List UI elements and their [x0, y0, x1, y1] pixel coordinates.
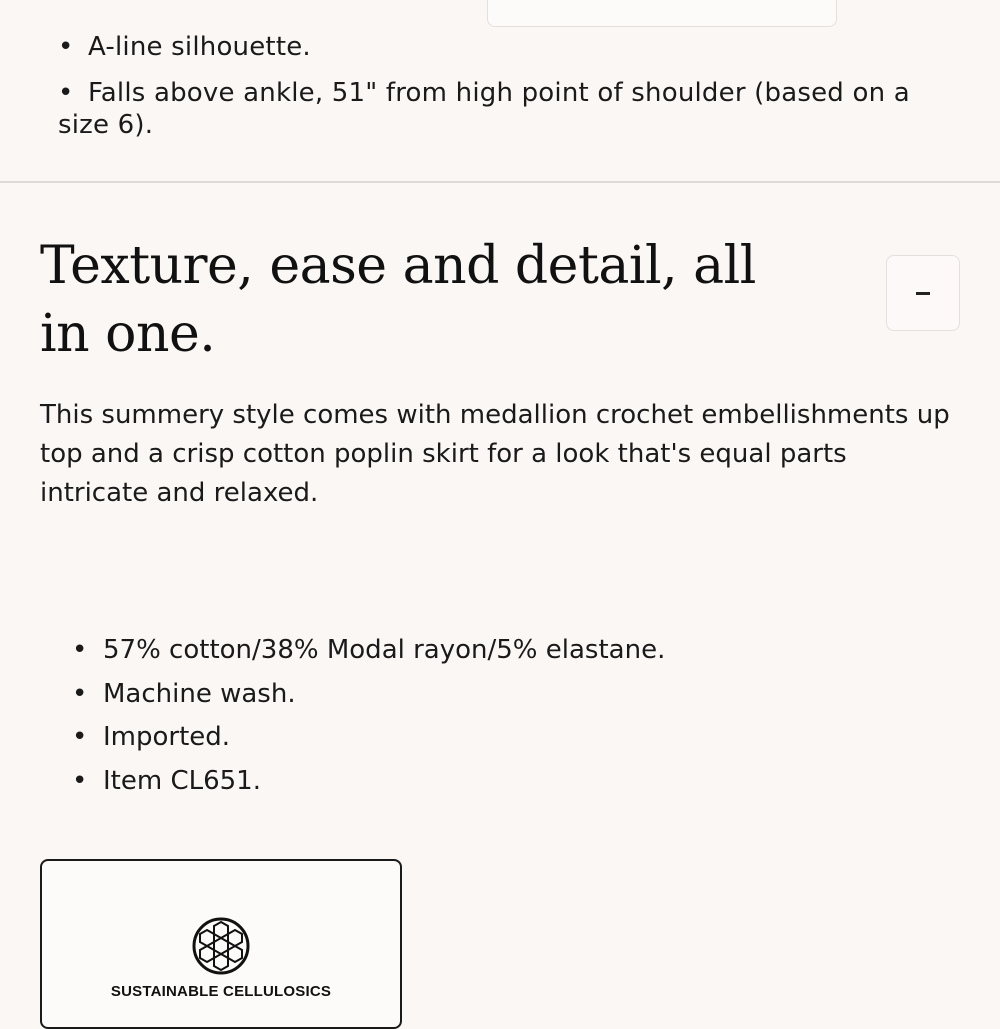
section-divider	[0, 181, 1000, 183]
collapse-section-button[interactable]	[886, 255, 960, 331]
previous-card-edge	[487, 0, 837, 27]
cellulose-molecule-icon	[191, 916, 251, 976]
list-item: • Imported.	[72, 716, 932, 760]
section-title: Texture, ease and detail, all in one.	[40, 236, 756, 364]
list-item: • Machine wash.	[72, 673, 932, 717]
product-specs-list	[72, 629, 932, 803]
product-description: This summery style comes with medallion crochet embellishments up top and a crisp cotton poplin skirt for a look that's equal parts intricate and relaxed.	[40, 400, 950, 508]
list-item: • Falls above ankle, 51" from high point of shoulder (based on a size 6).	[58, 77, 968, 141]
minus-icon	[916, 292, 930, 295]
list-item: • 57% cotton/38% Modal rayon/5% elastane.	[72, 629, 932, 673]
sustainability-badge[interactable]	[40, 859, 402, 1029]
fit-details-list	[58, 31, 968, 155]
list-item: • A-line silhouette.	[58, 31, 968, 63]
badge-label: SUSTAINABLE CELLULOSICS	[110, 983, 332, 1000]
list-item: • Item CL651.	[72, 760, 932, 804]
